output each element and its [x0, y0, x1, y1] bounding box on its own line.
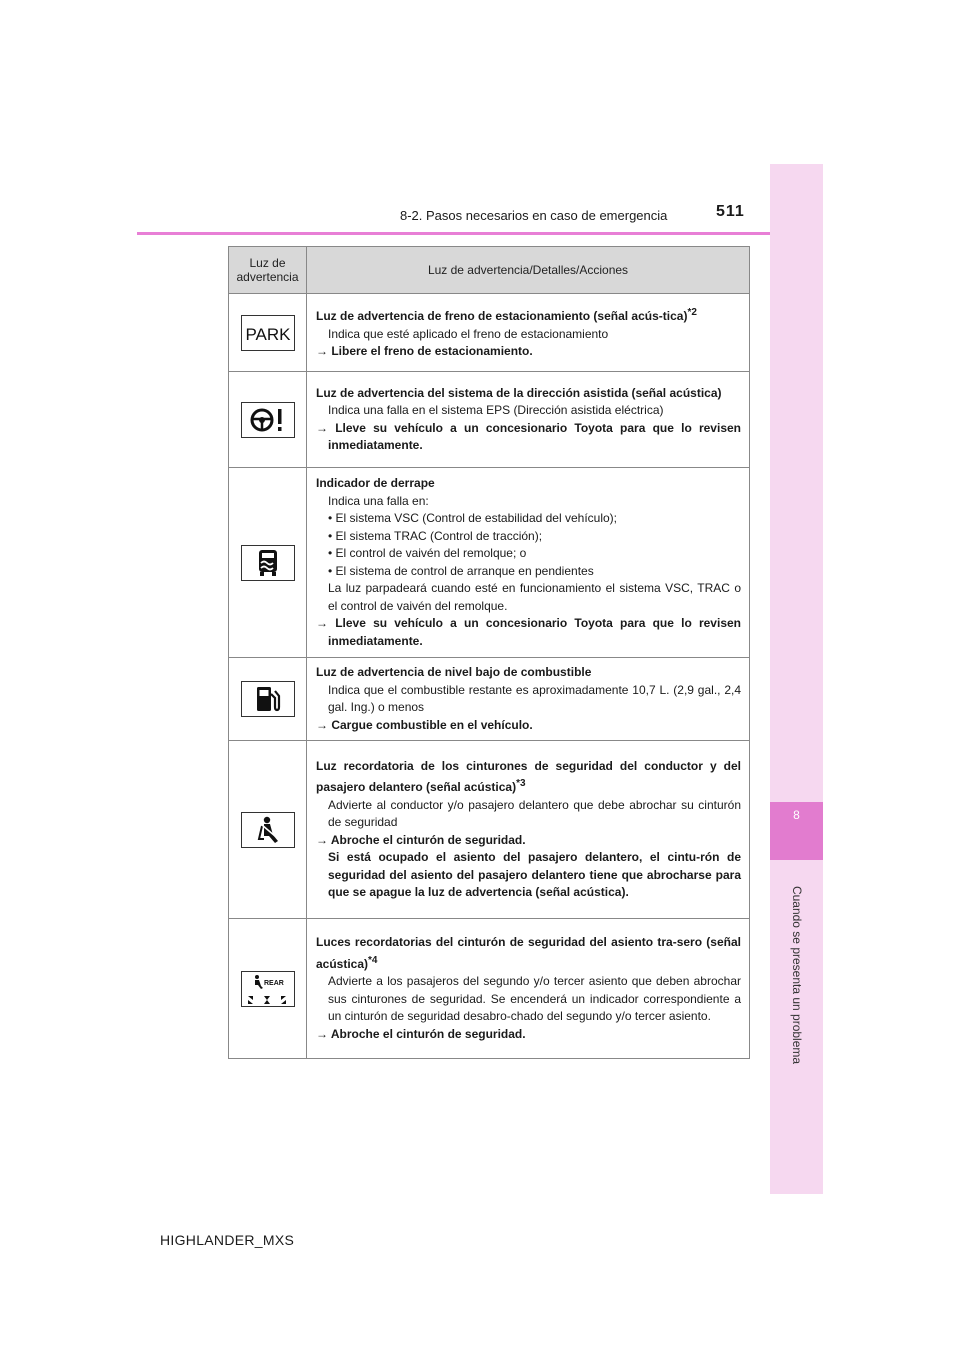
page-number: 511 [716, 203, 745, 220]
row-title: Luz recordatoria de los cinturones de seguridad del conductor y del pasajero delantero (señal acústica)$^{*3}$ [316, 758, 741, 794]
table-row [229, 372, 750, 468]
list-item: • El sistema de control de arranque en pendientes [328, 563, 594, 578]
row-description: Indica que el combustible restante es aproximadamente 10,7 L. (2,9 gal., 2,4 gal. Ing.) o menos [328, 682, 741, 714]
column-header-light: Luz de advertencia [229, 247, 307, 294]
row-action: → Lleve su vehículo a un concesionario Toyota para que lo revisen inmediatamente. [316, 420, 741, 452]
table-row [229, 294, 750, 372]
row-action-detail: Si está ocupado el asiento del pasajero delantero, el cintu-rón de seguridad del asiento del pasajero delantero tiene que abrocharse para que se apague la luz de advertencia (señal acústica). [328, 850, 741, 899]
row-title: Luces recordatorias del cinturón de seguridad del asiento tra-sero (señal acústica)$^{*4}$ [316, 935, 741, 971]
list-item: • El sistema VSC (Control de estabilidad del vehículo); [328, 511, 618, 525]
warning-lights-table [228, 246, 750, 1059]
list-item: • El control de vaivén del remolque; o [328, 546, 527, 560]
header-divider [137, 232, 822, 235]
row-description: Advierte a los pasajeros del segundo y/o tercer asiento que deben abrochar sus cinturones de seguridad. Se encenderá un indicador correspondiente a un cinturón de seguridad desabro-chado del segundo y/o tercer asiento. [328, 974, 741, 1023]
svg-text:REAR: REAR [263, 979, 284, 987]
row-description: Advierte al conductor y/o pasajero delantero que debe abrochar su cinturón de seguridad [328, 797, 741, 829]
chapter-label-container [771, 870, 823, 1080]
row-action: → Lleve su vehículo a un concesionario Toyota para que lo revisen inmediatamente. [316, 616, 741, 648]
fuel-pump-icon [241, 681, 295, 717]
chapter-label: Cuando se presenta un problema [790, 885, 804, 1065]
table-row [229, 468, 750, 658]
column-header-details: Luz de advertencia/Detalles/Acciones [307, 247, 750, 294]
row-action: → Cargue combustible en el vehículo. [316, 717, 533, 732]
chapter-tab [770, 802, 823, 860]
seatbelt-reminder-icon [241, 812, 295, 848]
row-title: Luz de advertencia de freno de estacionamiento (señal acús-tica)$^{*2}$ [316, 307, 697, 324]
row-description: Indica una falla en el sistema EPS (Dirección asistida eléctrica) [328, 403, 664, 417]
power-steering-icon [241, 402, 295, 438]
chapter-number: 8 [793, 808, 800, 822]
section-title: 8-2. Pasos necesarios en caso de emergencia [400, 208, 668, 223]
row-action: → Libere el freno de estacionamiento. [316, 344, 533, 359]
table-row [229, 919, 750, 1059]
row-note: La luz parpadeará cuando esté en funcionamiento el sistema VSC, TRAC o el control de vaivén del remolque. [328, 581, 741, 613]
svg-text:PARK: PARK [244, 324, 291, 344]
footer-model-code: HIGHLANDER_MXS [160, 1232, 295, 1248]
row-title: Luz de advertencia del sistema de la dirección asistida (señal acústica) [316, 385, 722, 400]
row-description: Indica que esté aplicado el freno de estacionamiento [328, 326, 609, 341]
row-title: Indicador de derrape [316, 476, 435, 490]
list-item: • El sistema TRAC (Control de tracción); [328, 528, 543, 543]
table-row [229, 658, 750, 741]
rear-seatbelt-reminder-icon [241, 971, 295, 1007]
row-action: → Abroche el cinturón de seguridad. [316, 1026, 526, 1041]
table-row [229, 741, 750, 919]
row-description: Indica una falla en: [328, 493, 429, 508]
row-title: Luz de advertencia de nivel bajo de combustible [316, 665, 592, 679]
slip-indicator-icon [241, 545, 295, 581]
table-header-row [229, 247, 750, 294]
row-action: → Abroche el cinturón de seguridad. [316, 832, 526, 847]
park-icon [241, 315, 295, 351]
